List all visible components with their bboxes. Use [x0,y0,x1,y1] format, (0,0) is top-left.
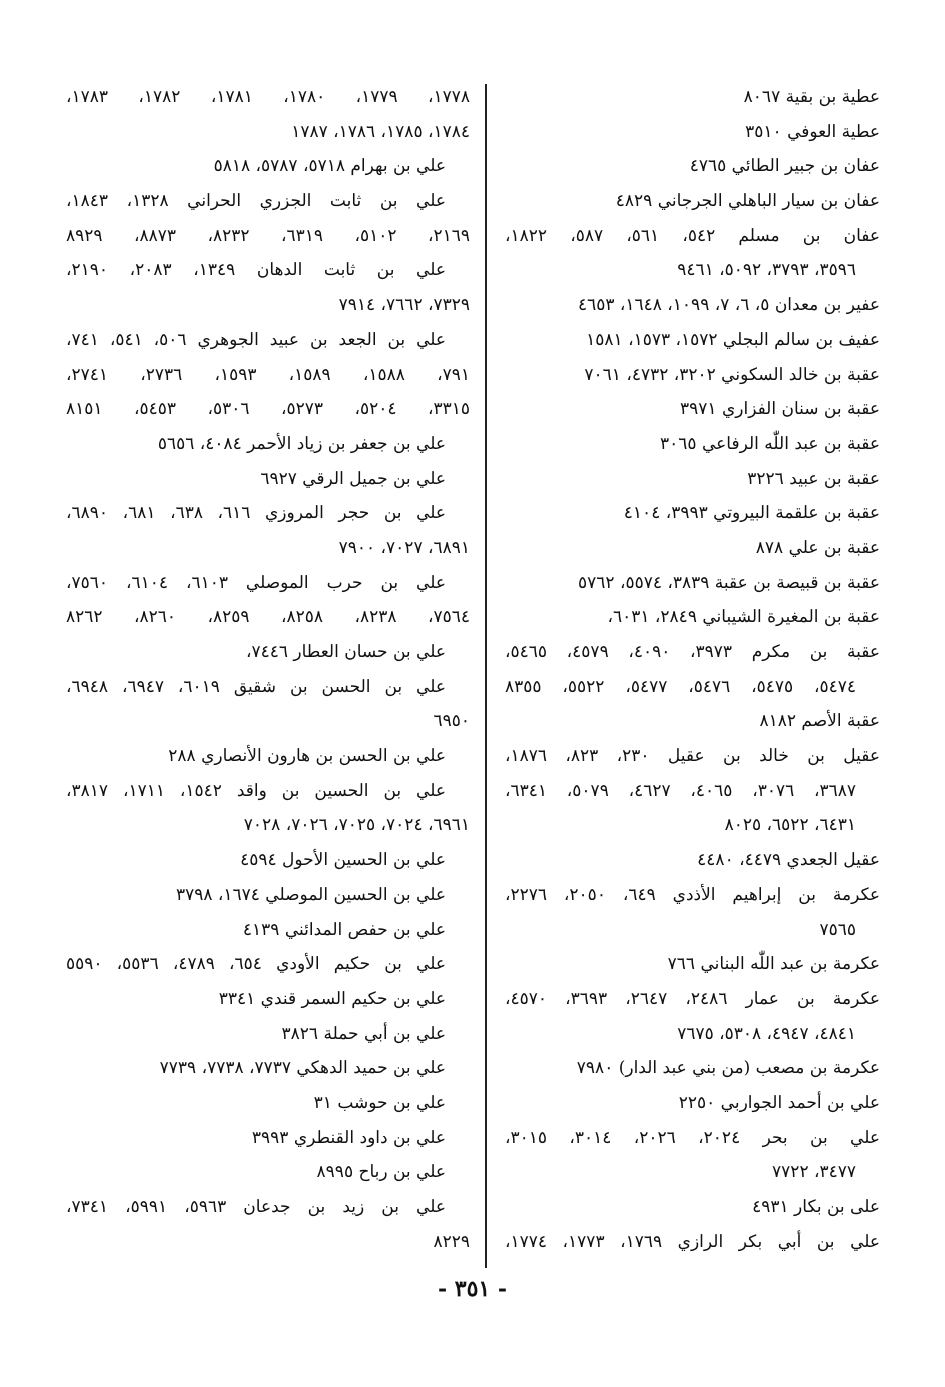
index-entry-line: ٤٨٤١، ٤٩٤٧، ٥٣٠٨، ٧٦٧٥ [677,1023,856,1044]
right-column [505,80,880,1270]
index-entry-line: عكرمة بن عبد اللّٰه البناني ٧٦٦ [667,954,880,975]
index-entry-line: ٧٩١، ١٥٨٨، ١٥٨٩، ١٥٩٣، ٢٧٣٦، ٢٧٤١، [66,364,470,385]
index-entry-line: ٣٦٨٧، ٣٠٧٦، ٤٠٦٥، ٤٦٢٧، ٥٠٧٩، ٦٣٤١، [505,780,857,801]
index-entry-line: علي بن الحسن بن هارون الأنصاري ٢٨٨ [168,746,446,767]
index-entry-line: علي بن حسان العطار ٧٤٤٦، [245,642,446,662]
index-entry-line: عفان بن مسلم ٥٤٢، ٥٦١، ٥٨٧، ١٨٢٢، [505,225,880,246]
index-entry-line: علي بن بحر ٢٠٢٤، ٢٠٢٦، ٣٠١٤، ٣٠١٥، [505,1127,880,1148]
index-entry-line: عطية العوفي ٣٥١٠ [745,121,880,142]
index-entry-line: ٦٩٥٠ [433,711,470,732]
index-entry-line: عفان بن جبير الطائي ٤٧٦٥ [689,156,880,177]
index-entry-line: ٣٣١٥، ٥٢٠٤، ٥٢٧٣، ٥٣٠٦، ٥٤٥٣، ٨١٥١ [66,399,470,420]
index-entry-line: ٦٤٣١، ٦٥٢٢، ٨٠٢٥ [724,815,856,836]
index-entry-line: علي بن ثابت الدهان ١٣٤٩، ٢٠٨٣، ٢١٩٠، [66,260,446,281]
index-entry-line: ١٧٨٤، ١٧٨٥، ١٧٨٦، ١٧٨٧ [291,121,470,142]
index-entry-line: علي بن ثابت الجزري الحراني ١٣٢٨، ١٨٤٣، [66,191,446,212]
index-entry-line: ٣٤٧٧، ٧٧٢٢ [772,1162,856,1183]
index-entry-line: عطية بن بقية ٨٠٦٧ [743,87,880,107]
index-entry-line: عفير بن معدان ٥، ٦، ٧، ١٠٩٩، ١٦٤٨، ٤٦٥٣ [577,295,880,316]
index-entry-line: عفان بن سيار الباهلي الجرجاني ٤٨٢٩ [615,191,880,212]
index-entry-line: علي بن الجعد بن عبيد الجوهري ٥٠٦، ٥٤١، ٧٤١، [66,329,447,350]
page-number: - ٣٥١ - [437,1276,508,1302]
index-entry-line: عقيل بن خالد بن عقيل ٢٣٠، ٨٢٣، ١٨٧٦، [505,746,880,767]
index-entry-line: علي بن داود القنطري ٣٩٩٣ [251,1127,446,1148]
index-entry-line: ٦٩٦١، ٧٠٢٤، ٧٠٢٥، ٧٠٢٦، ٧٠٢٨ [243,815,470,836]
index-entry-line: علي بن جعفر بن زياد الأحمر ٤٠٨٤، ٥٦٥٦ [157,433,446,454]
index-entry-line: ٧٥٦٤، ٨٢٣٨، ٨٢٥٨، ٨٢٥٩، ٨٢٦٠، ٨٢٦٢ [66,607,470,628]
index-entry-line: عقبة الأصم ٨١٨٢ [759,711,880,732]
index-entry-line: ١٧٧٨، ١٧٧٩، ١٧٨٠، ١٧٨١، ١٧٨٢، ١٧٨٣، [66,87,470,107]
index-entry-line: علي بن حميد الدهكي ٧٧٣٧، ٧٧٣٨، ٧٧٣٩ [159,1058,446,1079]
index-entry-line: عقيل الجعدي ٤٤٧٩، ٤٤٨٠ [697,850,880,871]
index-entry-line: علي بن حكيم الأودي ٦٥٤، ٤٧٨٩، ٥٥٣٦، ٥٥٩٠ [66,954,446,975]
index-entry-line: علي بن أبي بكر الرازي ١٧٦٩، ١٧٧٣، ١٧٧٤، [505,1231,880,1252]
index-entry-line: ٣٥٩٦، ٣٧٩٣، ٥٠٩٢، ٩٤٦١ [677,260,856,281]
index-entry-line: عقبة بن علي ٨٧٨ [755,537,880,558]
index-entry-line: ٧٥٦٥ [819,919,856,940]
index-entry-line: علي بن أحمد الجواربي ٢٢٥٠ [678,1092,880,1113]
index-entry-line: علي بن الحسن بن شقيق ٦٠١٩، ٦٩٤٧، ٦٩٤٨، [66,676,446,697]
index-entry-line: على بن بكار ٤٩٣١ [752,1197,880,1217]
index-entry-line: عكرمة بن إبراهيم الأذدي ٦٤٩، ٢٠٥٠، ٢٢٧٦، [505,884,880,905]
index-entry-line: علي بن جميل الرقي ٦٩٢٧ [260,468,446,489]
index-entry-line: عقبة بن مكرم ٣٩٧٣، ٤٠٩٠، ٤٥٧٩، ٥٤٦٥، [505,642,880,662]
index-entry-line: علي بن بهرام ٥٧١٨، ٥٧٨٧، ٥٨١٨ [213,156,446,177]
index-entry-line: عفيف بن سالم البجلي ١٥٧٢، ١٥٧٣، ١٥٨١ [586,329,880,350]
index-entry-line: ٦٨٩١، ٧٠٢٧، ٧٩٠٠ [338,537,470,558]
index-entry-line: علي بن حجر المروزي ٦١٦، ٦٣٨، ٦٨١، ٦٨٩٠، [66,503,447,524]
index-entry-line: علي بن الحسين بن واقد ١٥٤٢، ١٧١١، ٣٨١٧، [66,780,446,801]
index-entry-line: علي بن رباح ٨٩٩٥ [316,1162,446,1183]
index-entry-line: عقبة بن عبد اللّٰه الرفاعي ٣٠٦٥ [660,433,880,454]
index-entry-line: عقبة بن قبيصة بن عقبة ٣٨٣٩، ٥٥٧٤، ٥٧٦٢ [578,572,880,593]
index-entry-line: عقبة بن عبيد ٣٢٢٦ [747,468,880,489]
index-entry-line: عقبة بن خالد السكوني ٣٢٠٢، ٤٧٣٢، ٧٠٦١ [584,364,880,385]
index-entry-line: عقبة بن المغيرة الشيباني ٢٨٤٩، ٦٠٣١، [607,607,880,628]
index-entry-line: ٥٤٧٤، ٥٤٧٥، ٥٤٧٦، ٥٤٧٧، ٥٥٢٢، ٨٣٥٥ [505,676,857,697]
index-entry-line: علي بن أبي حملة ٣٨٢٦ [281,1023,446,1044]
index-entry-line: علي بن حوشب ٣١ [313,1092,446,1113]
index-entry-line: ٢١٦٩، ٥١٠٢، ٦٣١٩، ٨٢٣٢، ٨٨٧٣، ٨٩٢٩ [66,225,470,246]
index-entry-line: علي بن حرب الموصلي ٦١٠٣، ٦١٠٤، ٧٥٦٠، [66,572,447,593]
index-entry-line: عكرمة بن عمار ٢٤٨٦، ٢٦٤٧، ٣٦٩٣، ٤٥٧٠، [505,988,880,1009]
index-entry-line: ٧٣٢٩، ٧٦٦٢، ٧٩١٤ [338,295,470,316]
index-entry-line: علي بن الحسين الموصلي ١٦٧٤، ٣٧٩٨ [175,884,446,905]
index-entry-line: علي بن حكيم السمر قندي ٣٣٤١ [218,988,446,1009]
index-entry-line: علي بن حفص المدائني ٤١٣٩ [242,919,446,940]
index-entry-line: علي بن زيد بن جدعان ٥٩٦٣، ٥٩٩١، ٧٣٤١، [66,1197,446,1217]
column-divider [485,84,487,1268]
index-entry-line: عقبة بن علقمة البيروتي ٣٩٩٣، ٤١٠٤ [623,503,880,524]
index-entry-line: عكرمة بن مصعب (من بني عبد الدار) ٧٩٨٠ [576,1058,880,1079]
index-entry-line: علي بن الحسين الأحول ٤٥٩٤ [240,850,446,871]
left-column [66,80,470,1270]
index-entry-line: عقبة بن سنان الفزاري ٣٩٧١ [680,399,880,420]
index-entry-line: ٨٢٢٩ [433,1231,470,1252]
